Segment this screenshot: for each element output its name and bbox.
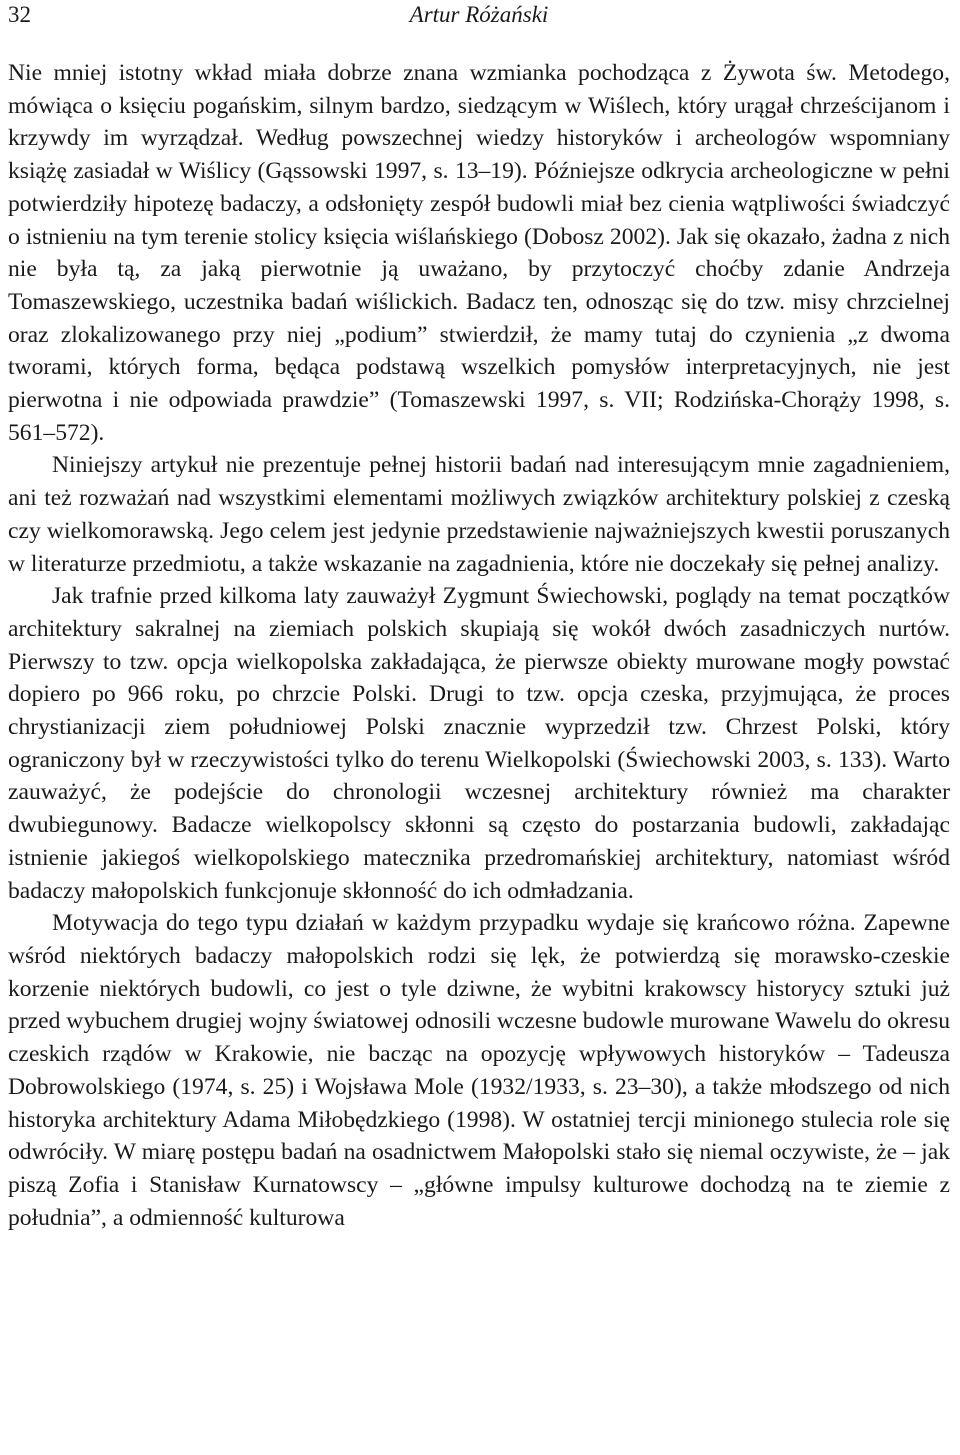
paragraph: Nie mniej istotny wkład miała dobrze znana wzmianka pochodząca z Żywota św. Metodego, mówiąca o księciu pogańskim, silnym bardzo, siedzącym w Wiślech, który urągał chrześcijanom i krzywdy im wyrządzał. Według powszechnej wiedzy historyków i archeologów wspomniany książę zasiadał w Wiślicy (Gąssowski 1997, s. 13–19). Późniejsze odkrycia archeologiczne w pełni potwierdziły hipotezę badaczy, a odsłonięty zespół budowli miał bez cienia wątpliwości świadczyć o istnieniu na tym terenie stolicy księcia wiślańskiego (Dobosz 2002). Jak się okazało, żadna z nich nie była tą, za jaką pierwotnie ją uważano, by przytoczyć choćby zdanie Andrzeja Tomaszewskiego, uczestnika badań wiślickich. Badacz ten, odnosząc się do tzw. misy chrzcielnej oraz zlokalizowanego przy niej „podium” stwierdził, że mamy tutaj do czynienia „z dwoma tworami, których forma, będąca podstawą wszelkich pomysłów interpretacyjnych, nie jest pierwotna i nie odpowiada prawdzie” (Tomaszewski 1997, s. VII; Rodzińska-Chorąży 1998, s. 561–572). bbox=[8, 60, 950, 446]
body-text bbox=[8, 57, 950, 1234]
paragraph: Jak trafnie przed kilkoma laty zauważył Zygmunt Świechowski, poglądy na temat początków architektury sakralnej na ziemiach polskich skupiają się wokół dwóch zasadniczych nurtów. Pierwszy to tzw. opcja wielkopolska zakładająca, że pierwsze obiekty murowane mogły powstać dopiero po 966 roku, po chrzcie Polski. Drugi to tzw. opcja czeska, przyjmująca, że proces chrystianizacji ziem południowej Polski znacznie wyprzedził tzw. Chrzest Polski, który ograniczony był w rzeczywistości tylko do terenu Wielkopolski (Świechowski 2003, s. 133). Warto zauważyć, że podejście do chronologii wczesnej architektury również ma charakter dwubiegunowy. Badacze wielkopolscy skłonni są często do postarzania budowli, zakładając istnienie jakiegoś wielkopolskiego matecznika przedromańskiej architektury, natomiast wśród badaczy małopolskich funkcjonuje skłonność do ich odmładzania. bbox=[8, 583, 950, 904]
running-head-author: Artur Różański bbox=[409, 2, 549, 27]
document-page bbox=[8, 0, 950, 1455]
paragraph: Motywacja do tego typu działań w każdym przypadku wydaje się krańcowo różna. Zapewne wśród niektórych badaczy małopolskich rodzi się lęk, że potwierdzą się morawsko-czeskie korzenie niektórych budowli, co jest o tyle dziwne, że wybitni krakowscy historycy sztuki już przed wybuchem drugiej wojny światowej odnosili wczesne budowle murowane Wawelu do okresu czeskich rządów w Krakowie, nie bacząc na opozycję wpływowych historyków – Tadeusza Dobrowolskiego (1974, s. 25) i Wojsława Mole (1932/1933, s. 23–30), a także młodszego od nich historyka architektury Adama Miłobędzkiego (1998). W ostatniej tercji minionego stulecia role się odwróciły. W miarę postępu badań na osadnictwem Małopolski stało się niemal oczywiste, że – jak piszą Zofia i Stanisław Kurnatowscy – „główne impulsy kulturowe dochodzą na te ziemie z południa”, a odmienność kulturowa bbox=[8, 910, 950, 1231]
page-number: 32 bbox=[8, 2, 31, 27]
paragraph: Niniejszy artykuł nie prezentuje pełnej historii badań nad interesującym mnie zagadnieniem, ani też rozważań nad wszystkimi elementami możliwych związków architektury polskiej z czeską czy wielkomorawską. Jego celem jest jedynie przedstawienie najważniejszych kwestii poruszanych w literaturze przedmiotu, a także wskazanie na zagadnienia, które nie doczekały się pełnej analizy. bbox=[8, 452, 950, 577]
running-header bbox=[8, 0, 950, 30]
